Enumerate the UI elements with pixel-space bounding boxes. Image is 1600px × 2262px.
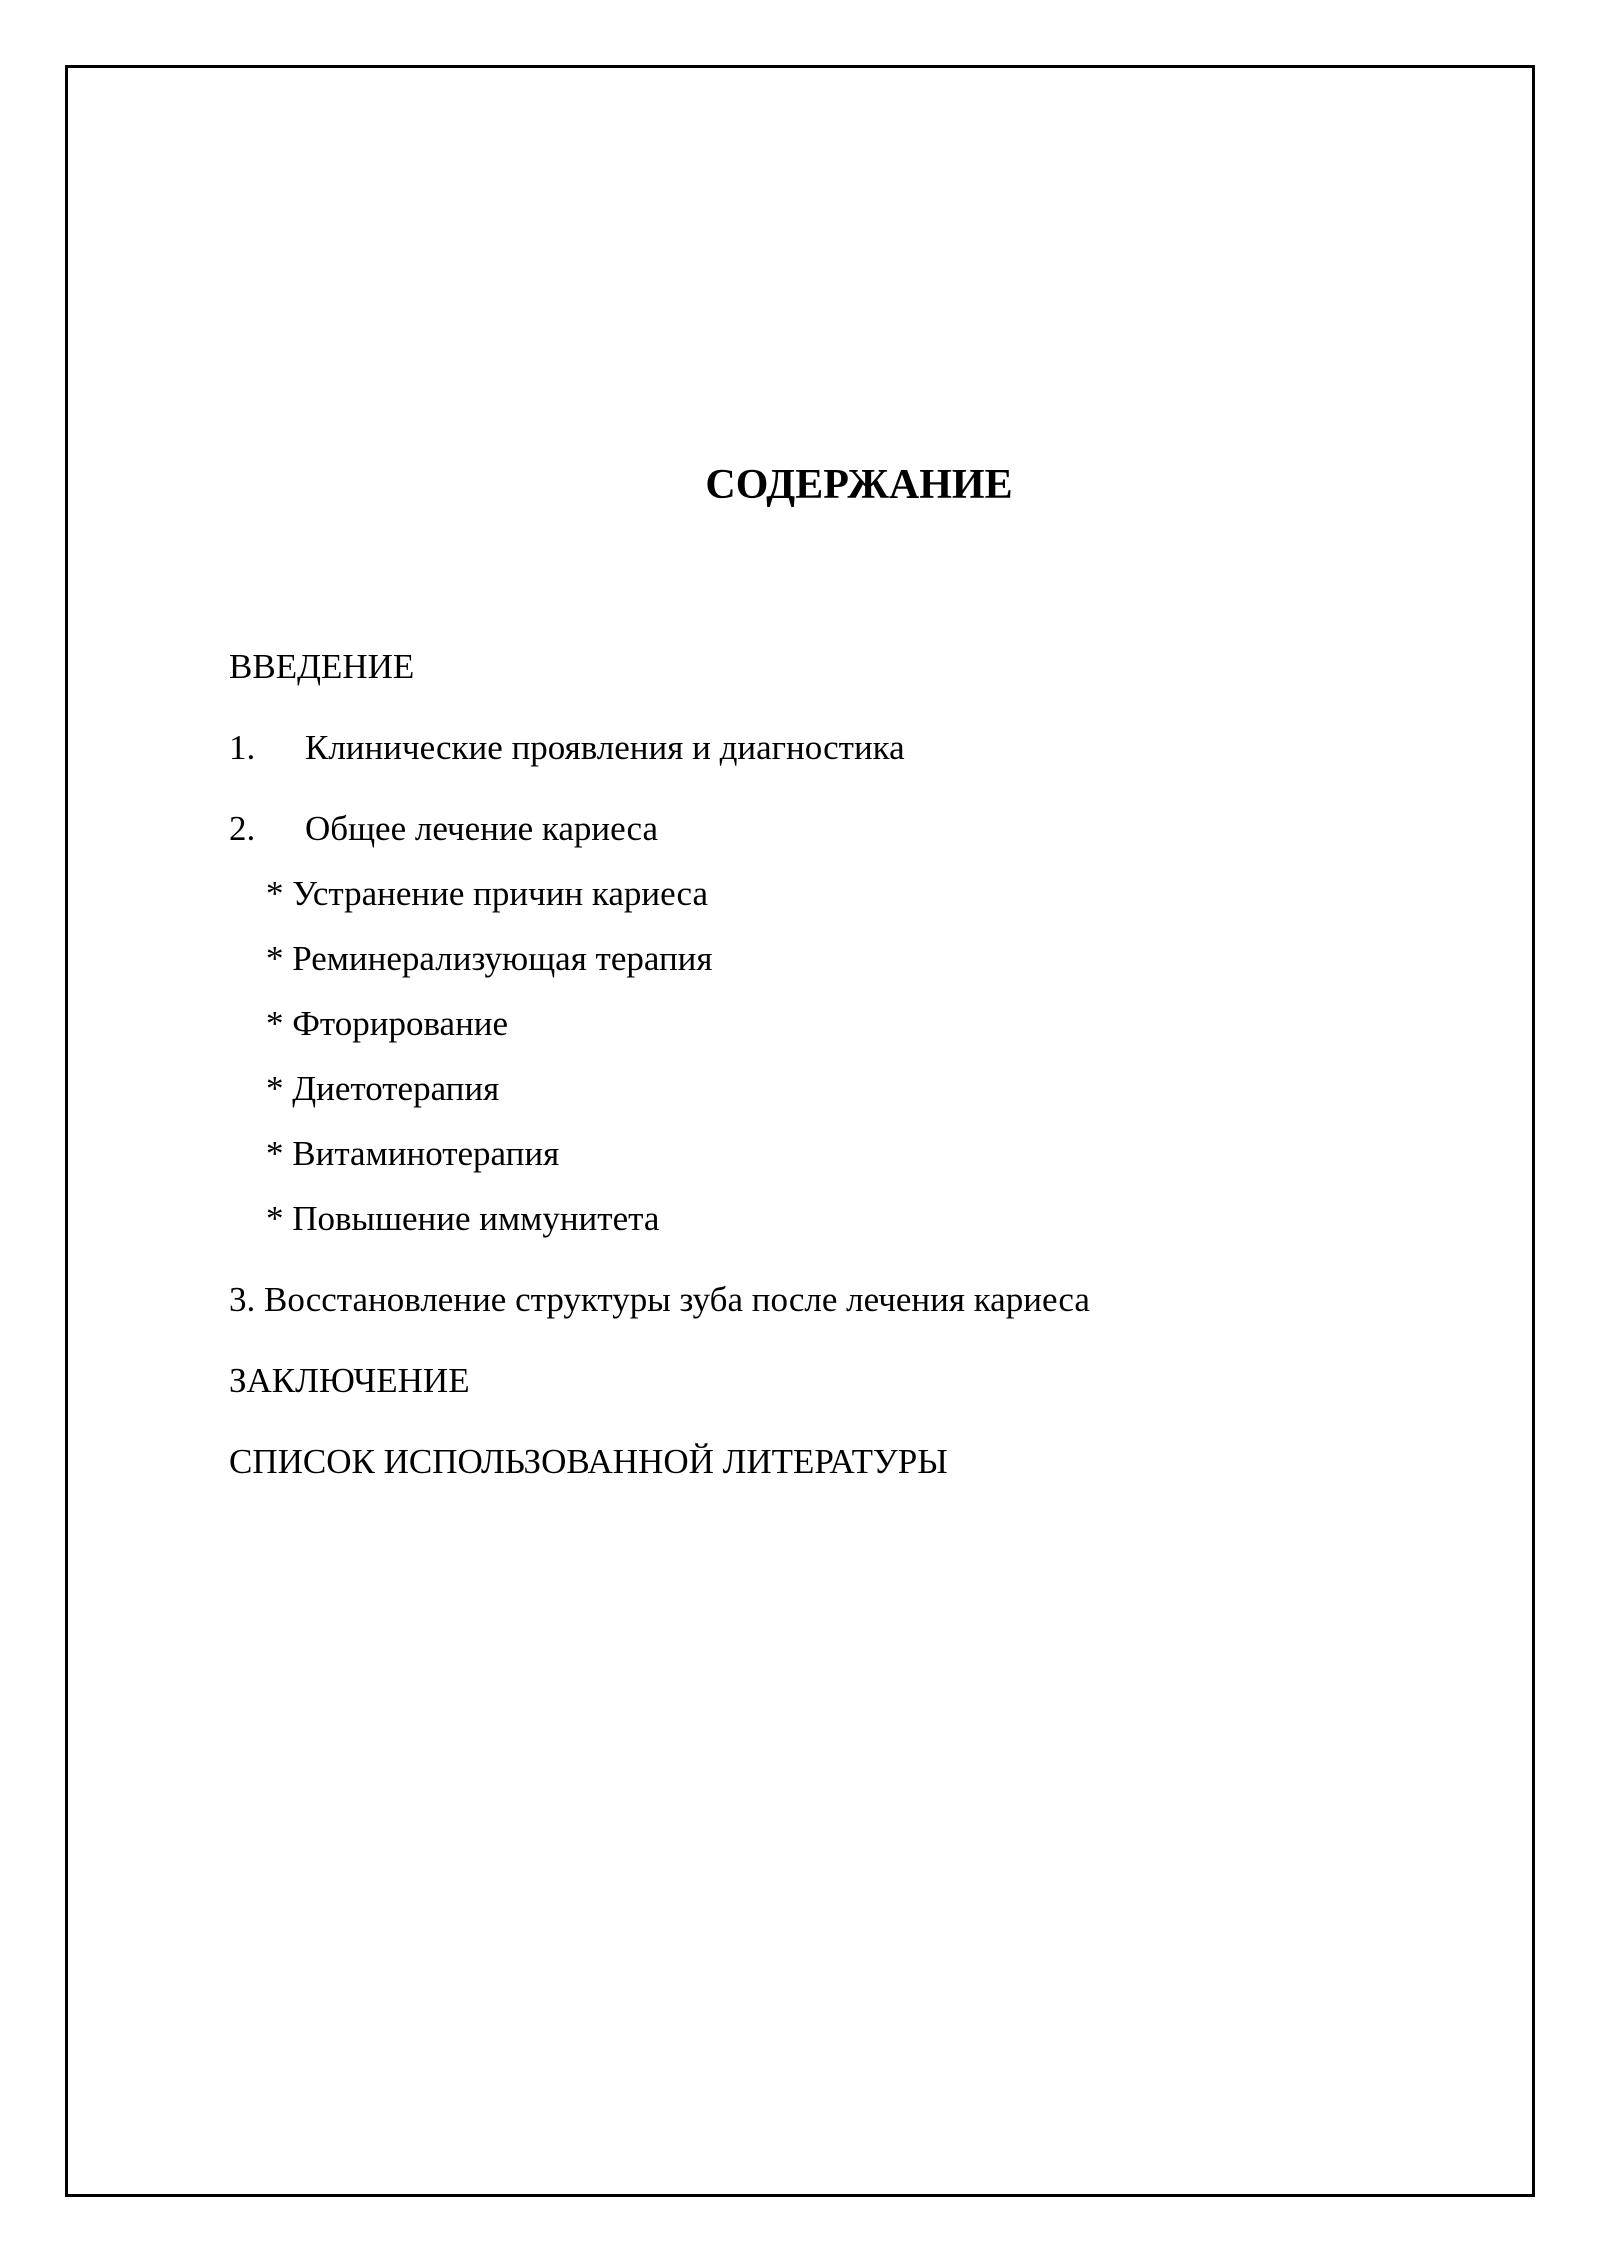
toc-entry-section-2 bbox=[229, 807, 658, 851]
page-border-frame bbox=[65, 65, 1535, 2197]
toc-entry-number: 1. bbox=[229, 728, 256, 767]
toc-entry-number: 2. bbox=[229, 809, 256, 848]
toc-title: СОДЕРЖАНИЕ bbox=[705, 462, 1013, 508]
toc-entry-section-3: 3. Восстановление структуры зуба после лечения кариеса bbox=[229, 1280, 1090, 1319]
toc-subentry: * Повышение иммунитета bbox=[266, 1199, 660, 1238]
toc-entry-section-1 bbox=[229, 726, 905, 770]
toc-subentry: * Витаминотерапия bbox=[266, 1134, 560, 1173]
toc-subentry: * Диетотерапия bbox=[266, 1069, 500, 1108]
toc-entry-references: СПИСОК ИСПОЛЬЗОВАННОЙ ЛИТЕРАТУРЫ bbox=[229, 1442, 948, 1481]
toc-subentry: * Реминерализующая терапия bbox=[266, 939, 713, 978]
toc-entry-label: Клинические проявления и диагностика bbox=[305, 728, 905, 767]
toc-entry-label: Общее лечение кариеса bbox=[305, 809, 659, 848]
toc-entry-introduction: ВВЕДЕНИЕ bbox=[229, 647, 415, 686]
toc-entry-conclusion: ЗАКЛЮЧЕНИЕ bbox=[229, 1361, 470, 1400]
toc-subentry: * Устранение причин кариеса bbox=[266, 874, 709, 913]
toc-subentry: * Фторирование bbox=[266, 1004, 509, 1043]
